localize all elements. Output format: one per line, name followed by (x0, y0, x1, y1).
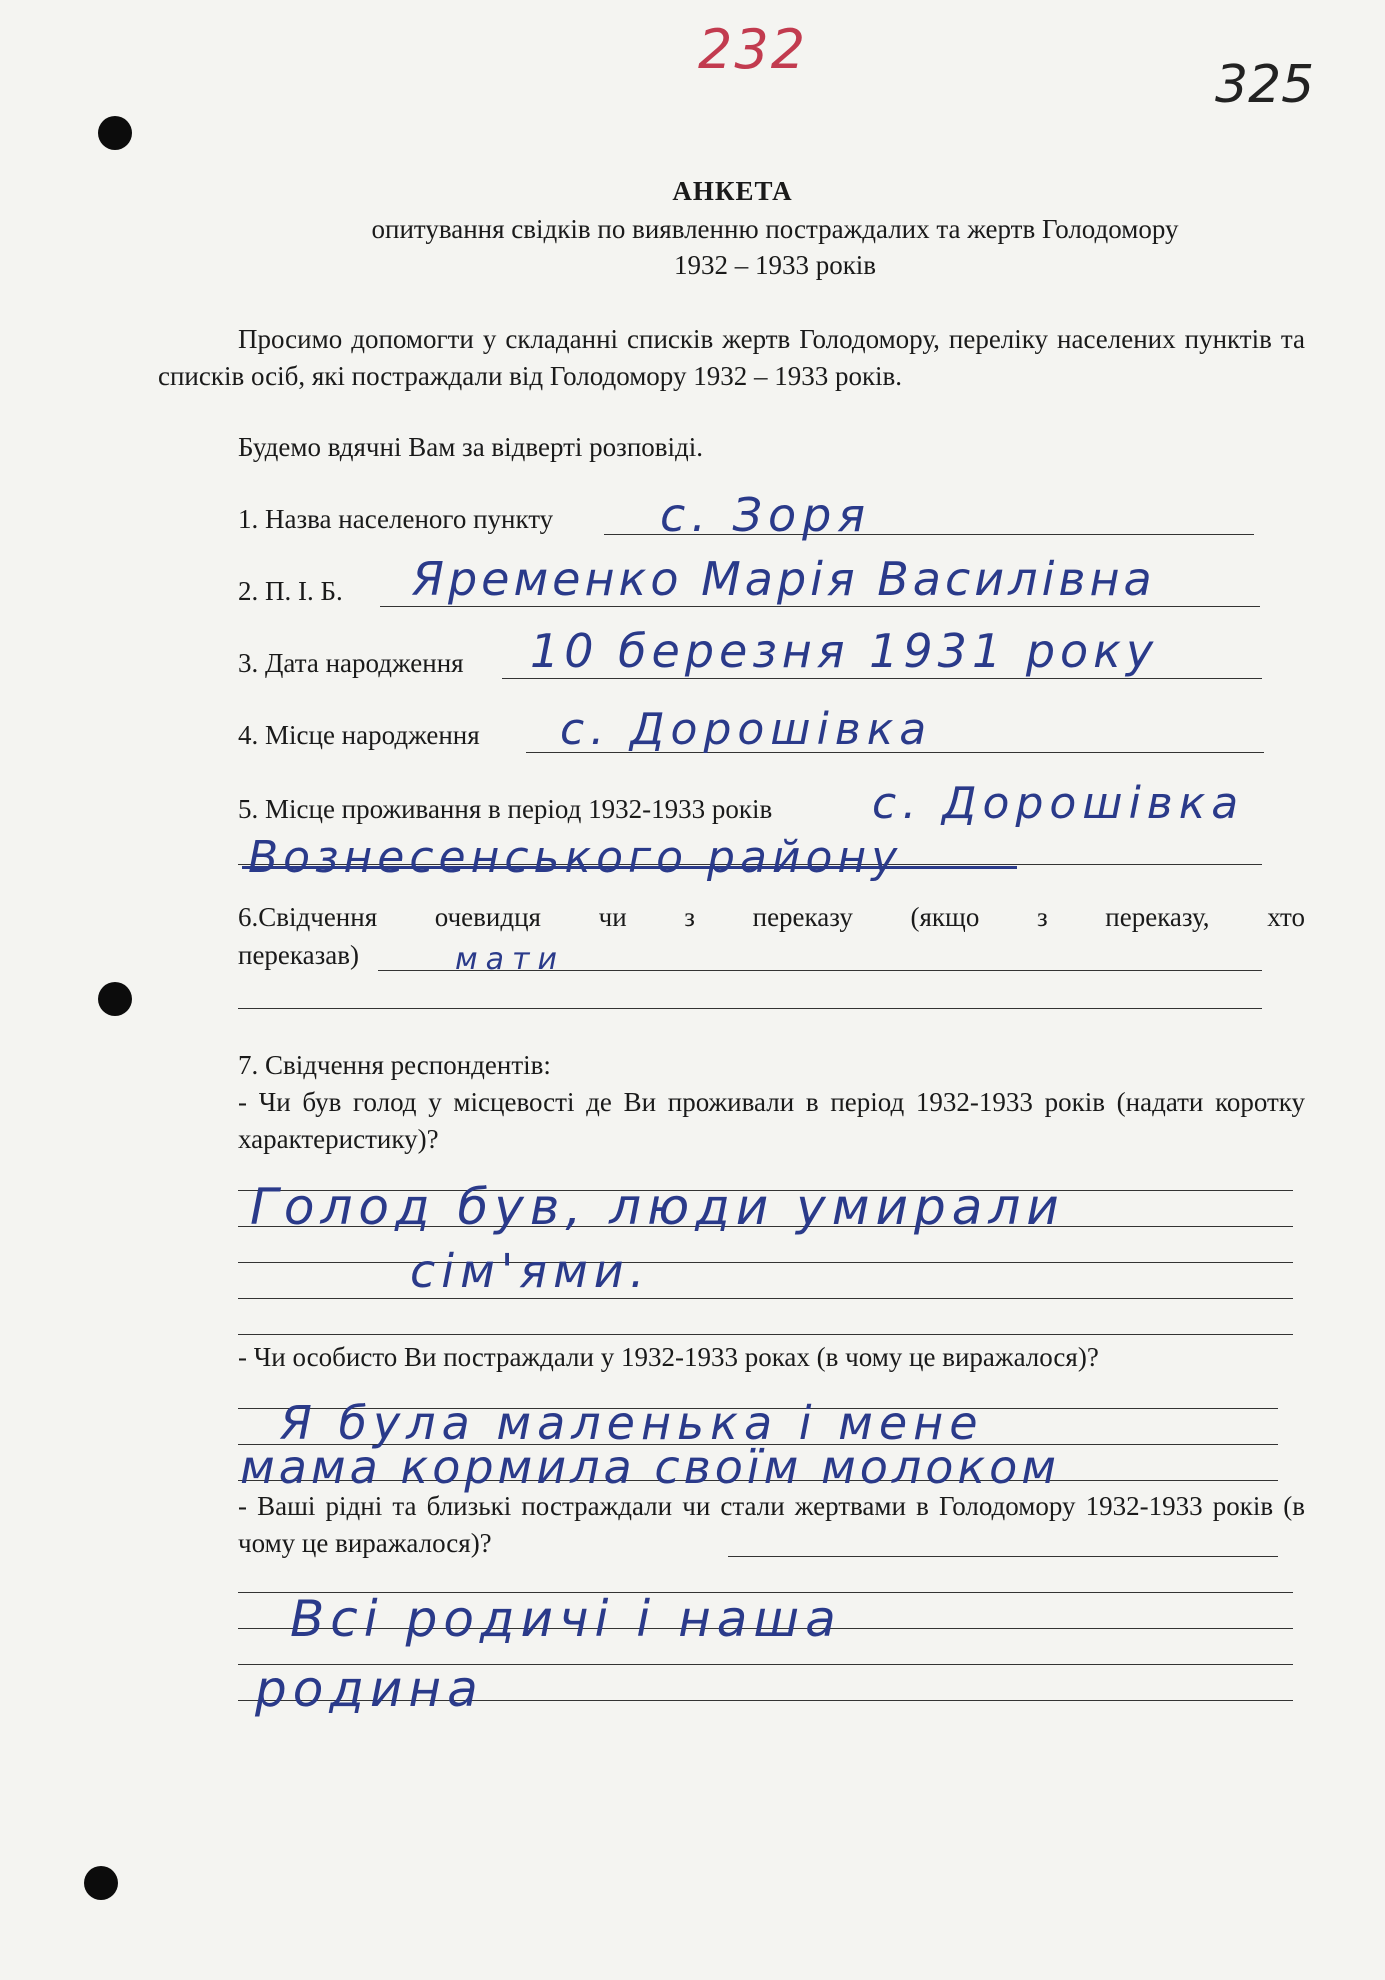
question7-heading: 7. Свідчення респондентів: (238, 1050, 551, 1080)
question7-a2-line1: Я була маленька і мене (280, 1396, 984, 1450)
form-subtitle-line2: 1932 – 1933 років (673, 250, 877, 280)
field-name-label: 2. П. І. Б. (238, 576, 343, 606)
field-birthdate-answer: 10 березня 1931 року (530, 624, 1159, 678)
punch-hole-middle (98, 982, 132, 1016)
question7-a3-line1: Всі родичі і наша (290, 1590, 842, 1648)
field-residence-label: 5. Місце проживання в період 1932-1933 років (238, 794, 773, 824)
form-subtitle-line1: опитування свідків по виявленню постраждалих та жертв Голодомору (371, 214, 1179, 244)
question6-line2 (238, 1008, 1262, 1009)
question7-a1-line1: Голод був, люди умирали (250, 1178, 1065, 1236)
field-birthdate-label: 3. Дата народження (238, 648, 464, 678)
question7-a3-line2: родина (255, 1660, 484, 1718)
question6-label-line1: 6.Свідчення очевидця чи з переказу (якщо з переказу, хто (238, 902, 1305, 932)
question7-a1-line2: сім'ями. (410, 1244, 651, 1298)
form-title: АНКЕТА (672, 176, 793, 206)
question7-q1: - Чи був голод у місцевості де Ви проживали в період 1932-1933 років (надати коротку характеристику)? (238, 1087, 1305, 1154)
q1-line4 (238, 1298, 1293, 1299)
field-settlement-label: 1. Назва населеного пункту (238, 504, 554, 534)
question6-label-line2: переказав) (238, 940, 359, 970)
q1-line5 (238, 1334, 1293, 1335)
field-name-line (380, 606, 1260, 607)
intro-paragraph: Просимо допомогти у складанні списків жертв Голодомору, переліку населених пунктів та списків осіб, які постраждали від Голодомору 1932 – 1933 років. (158, 324, 1305, 391)
strike-through (242, 866, 1017, 869)
question7-q2: - Чи особисто Ви постраждали у 1932-1933 роках (в чому це виражалося)? (238, 1342, 1099, 1372)
question7-a2-line2: мама кормила своїм молоком (240, 1440, 1061, 1494)
field-birthdate-line (502, 678, 1262, 679)
q1-line3 (238, 1262, 1293, 1263)
punch-hole-bottom (84, 1866, 118, 1900)
question7-q3: - Ваші рідні та близькі постраждали чи стали жертвами в Голодомору 1932-1933 років (в чому це виражалося)? (238, 1491, 1305, 1558)
field-residence-answer-line2: Вознесенського району (248, 832, 903, 883)
intro-thanks: Будемо вдячні Вам за відверті розповіді. (238, 432, 704, 462)
field-residence-answer: с. Дорошівка (872, 778, 1245, 829)
punch-hole-top (98, 116, 132, 150)
archive-number-red: 232 (698, 18, 808, 81)
field-birthplace-answer: с. Дорошівка (560, 704, 933, 755)
field-birthplace-label: 4. Місце народження (238, 720, 480, 750)
field-name-answer: Яременко Марія Василівна (412, 552, 1156, 606)
sheet-number: 325 (1215, 55, 1315, 115)
field-settlement-answer: с. Зоря (660, 488, 872, 542)
question6-answer: мати (455, 942, 565, 977)
q3-line0 (728, 1556, 1278, 1557)
